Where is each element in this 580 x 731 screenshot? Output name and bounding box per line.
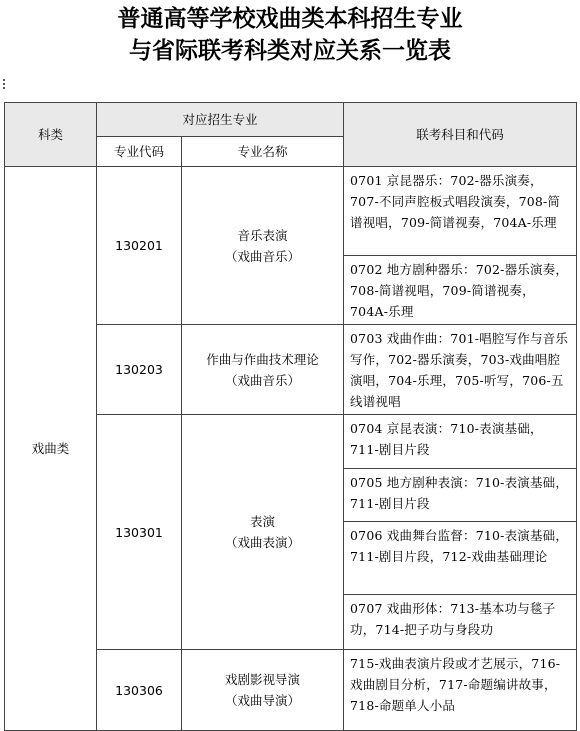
header-exam-subjects: 联考科目和代码: [344, 103, 577, 167]
major-name: 音乐表演: [237, 227, 288, 243]
page-title-line-1: 普通高等学校戏曲类本科招生专业: [117, 6, 463, 32]
major-code-cell: 130201: [97, 167, 182, 325]
correspondence-table: [4, 102, 577, 731]
header-category: 科类: [5, 103, 97, 167]
major-name: 表演: [250, 514, 276, 529]
exam-subject-cell: 0706 戏曲舞台监督：710-表演基础，711-剧目片段，712-戏曲基础理论: [344, 522, 577, 595]
major-name-cell: [182, 650, 344, 731]
exam-subject-cell: 0702 地方剧种器乐：702-器乐演奏，708-简谱视唱，709-简谱视奏，704A-乐理: [344, 256, 577, 325]
major-name: 作曲与作曲技术理论: [206, 351, 319, 367]
exam-subject-cell: 0704 京昆表演：710-表演基础，711-剧目片段: [344, 415, 577, 469]
exam-subject-cell: 0703 戏曲作曲：701-唱腔写作与音乐写作，702-器乐演奏，703-戏曲唱腔演唱，704-乐理，705-听写，706-五线谱视唱: [344, 325, 577, 415]
exam-subject-cell: 0705 地方剧种表演：710-表演基础，711-剧目片段: [344, 469, 577, 522]
major-code-cell: 130306: [97, 650, 182, 731]
major-name-sub: （戏曲音乐）: [225, 248, 301, 264]
major-name-cell: [182, 167, 344, 325]
header-major-name: 专业名称: [182, 137, 344, 167]
major-name-sub: （戏曲导演）: [225, 693, 301, 708]
major-name-cell: [182, 325, 344, 415]
major-code-cell: 130203: [97, 325, 182, 415]
exam-subject-cell: 715-戏曲表演片段或才艺展示，716-戏曲剧目分析，717-命题编讲故事，718-命题单人小品: [344, 650, 577, 731]
exam-subject-cell: 0707 戏曲形体：713-基本功与毯子功，714-把子功与身段功: [344, 595, 577, 650]
major-name-sub: （戏曲音乐）: [225, 372, 301, 388]
major-name-cell: [182, 415, 344, 650]
category-cell: 戏曲类: [5, 167, 97, 731]
margin-marker: [3, 79, 5, 91]
major-name: 戏剧影视导演: [225, 672, 301, 687]
header-major-code: 专业代码: [97, 137, 182, 167]
exam-subject-cell: 0701 京昆器乐：702-器乐演奏，707-不同声腔板式唱段演奏，708-简谱视唱，709-简谱视奏，704A-乐理: [344, 167, 577, 256]
major-name-sub: （戏曲表演）: [225, 535, 301, 550]
page-title-line-2: 与省际联考科类对应关系一览表: [129, 38, 451, 64]
major-code-cell: 130301: [97, 415, 182, 650]
header-major-group: 对应招生专业: [97, 103, 344, 137]
